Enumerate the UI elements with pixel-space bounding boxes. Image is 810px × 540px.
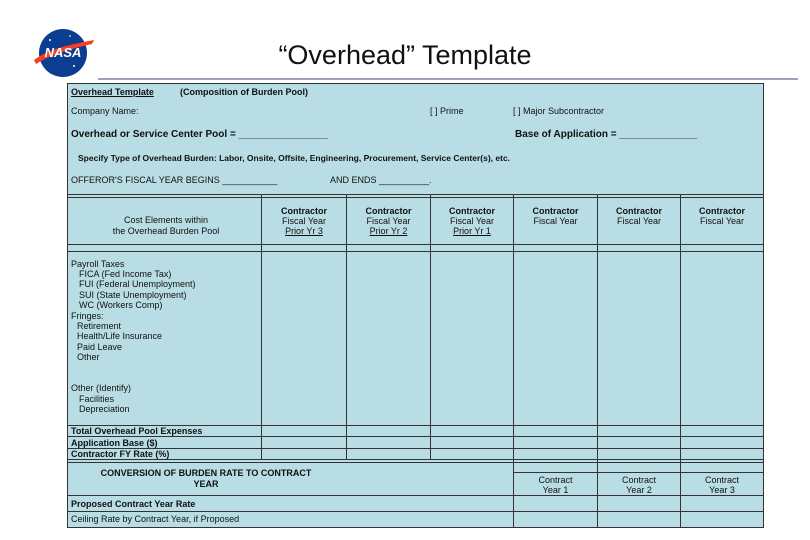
col1-header-l1: Contractor (280, 206, 327, 216)
contract-year3-l1: Contract (704, 475, 739, 485)
pool-label: Overhead or Service Center Pool = ________________ (71, 129, 328, 140)
table-top-border (68, 194, 763, 195)
application-base-label: Application Base ($) (71, 438, 158, 448)
col2-header-l1: Contractor (365, 206, 412, 216)
col3-header-l3: Prior Yr 1 (453, 226, 491, 236)
col2-header-l2: Fiscal Year (366, 216, 411, 226)
overhead-template-form (67, 83, 764, 528)
col6-header-l1: Contractor (698, 206, 745, 216)
form-heading-sub: (Composition of Burden Pool) (180, 87, 308, 97)
cost-item: Health/Life Insurance (77, 331, 163, 341)
cost-item: Other (Identify) (71, 383, 132, 393)
header-bottom-border (68, 244, 763, 245)
fiscal-ends-label: AND ENDS __________. (330, 175, 432, 185)
fy-rate-label: Contractor FY Rate (%) (71, 449, 170, 459)
col4-header-l1: Contractor (532, 206, 579, 216)
app-base-top (68, 436, 763, 437)
cost-item: Facilities (79, 394, 115, 404)
cost-item: Other (77, 352, 100, 362)
title-divider (98, 78, 798, 80)
col5-header-l2: Fiscal Year (616, 216, 662, 226)
contract-year2-l2: Year 2 (626, 485, 652, 495)
fy-rate-top (68, 448, 763, 449)
cost-item: Payroll Taxes (71, 259, 125, 269)
cost-item: FICA (Fed Income Tax) (79, 269, 172, 279)
contract-year2-l1: Contract (621, 475, 656, 485)
contract-year-top (513, 472, 763, 473)
cost-item: SUI (State Unemployment) (79, 290, 187, 300)
proposed-row-top (68, 495, 763, 496)
col1-header-l2: Fiscal Year (281, 216, 327, 226)
ceiling-rate-label: Ceiling Rate by Contract Year, if Proposed (71, 514, 240, 524)
total-expenses-label: Total Overhead Pool Expenses (71, 426, 203, 436)
header-bottom-border-2 (68, 251, 763, 252)
cost-item: WC (Workers Comp) (79, 300, 163, 310)
proposed-rate-label: Proposed Contract Year Rate (71, 499, 196, 509)
table-top-border-inner (68, 197, 763, 198)
cost-item: Depreciation (79, 404, 130, 414)
svg-text:NASA: NASA (44, 45, 82, 60)
major-sub-checkbox-label: [ ] Major Subcontractor (513, 106, 605, 116)
cost-header-line1: Cost Elements within (123, 215, 209, 225)
cost-item: Fringes: (71, 311, 104, 321)
ceiling-row-top (68, 511, 763, 512)
cost-item: FUI (Federal Unemployment) (79, 279, 196, 289)
contract-year1-l1: Contract (538, 475, 573, 485)
col4-header-l2: Fiscal Year (533, 216, 578, 226)
slide-title: “Overhead” Template (278, 40, 532, 70)
col5-header-l1: Contractor (615, 206, 662, 216)
base-label: Base of Application = ______________ (515, 129, 698, 140)
cost-header-line2: the Overhead Burden Pool (112, 226, 220, 236)
fiscal-begins-label: OFFEROR'S FISCAL YEAR BEGINS ___________ (71, 175, 278, 185)
col2-header-l3: Prior Yr 2 (369, 226, 408, 236)
col3-header-l1: Contractor (448, 206, 495, 216)
col3-header-l2: Fiscal Year (449, 216, 495, 226)
contract-year3-l2: Year 3 (709, 485, 735, 495)
col1-header-l3: Prior Yr 3 (285, 226, 323, 236)
contract-year1-l2: Year 1 (542, 485, 569, 495)
conversion-top (68, 462, 763, 463)
cost-item: Paid Leave (77, 342, 123, 352)
fy-rate-bottom (68, 459, 763, 460)
cost-item: Retirement (77, 321, 122, 331)
prime-checkbox-label: [ ] Prime (430, 106, 464, 116)
col6-header-l2: Fiscal Year (699, 216, 745, 226)
form-heading: Overhead Template (71, 87, 154, 97)
conversion-heading-l1: CONVERSION OF BURDEN RATE TO CONTRACT (100, 468, 312, 478)
conversion-heading-l2: YEAR (193, 479, 219, 489)
company-name-label: Company Name: (71, 106, 139, 116)
specify-burden-text: Specify Type of Overhead Burden: Labor, Onsite, Offsite, Engineering, Procurement, Service Center(s), etc. (78, 153, 511, 163)
